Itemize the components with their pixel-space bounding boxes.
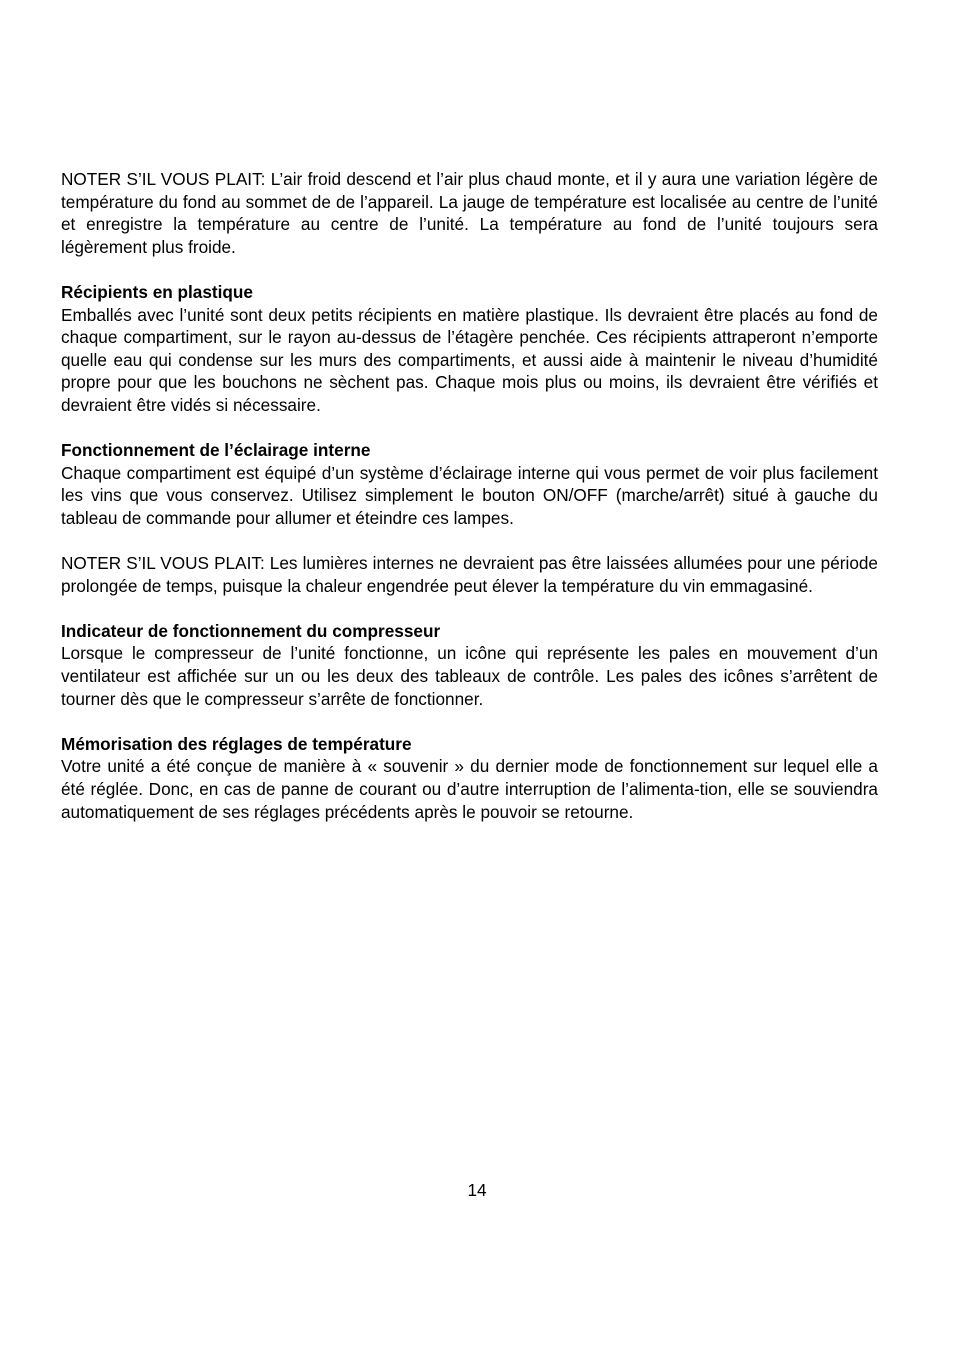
- section-internal-lighting: [61, 439, 878, 529]
- section-title: Indicateur de fonctionnement du compresseur: [61, 620, 441, 641]
- section-body: Chaque compartiment est équipé d’un système d’éclairage interne qui vous permet de voir plus facilement les vins que vous conservez. Utilisez simplement le bouton ON/OFF (marche/arrêt) situé à gauche du tableau de commande pour allumer et éteindre ces lampes.: [61, 462, 878, 528]
- page-number: 14: [467, 1180, 487, 1200]
- section-temperature-memory: [61, 733, 878, 823]
- section-title: Récipients en plastique: [61, 281, 253, 302]
- lights-note: NOTER S’IL VOUS PLAIT: Les lumières internes ne devraient pas être laissées allumées pour une période prolongée de temps, puisque la chaleur engendrée peut élever la température du vin emmagasiné.: [61, 553, 878, 596]
- intro-note: NOTER S’IL VOUS PLAIT: L’air froid descend et l’air plus chaud monte, et il y aura une variation légère de température du fond au sommet de de l’appareil. La jauge de température est localisée au centre de l’unité et enregistre la température au centre de l’unité. La température au fond de l’unité toujours sera légèrement plus froide.: [61, 169, 878, 257]
- section-compressor-indicator: [61, 620, 878, 710]
- section-body: Lorsque le compresseur de l’unité fonctionne, un icône qui représente les pales en mouvement d’un ventilateur est affichée sur un ou les deux des tableaux de contrôle. Les pales des icônes s’arrêtent de tourner dès que le compresseur s’arrête de fonctionner.: [61, 643, 878, 709]
- document-page: [61, 168, 878, 846]
- section-title: Mémorisation des réglages de température: [61, 733, 412, 754]
- section-plastic-containers: [61, 281, 878, 417]
- section-body: Votre unité a été conçue de manière à « souvenir » du dernier mode de fonctionnement sur lequel elle a été réglée. Donc, en cas de panne de courant ou d’autre interruption de l’alimenta-tion, elle se souviendra automatiquement de ses réglages précédents après le pouvoir se retourne.: [61, 756, 878, 822]
- section-body: Emballés avec l’unité sont deux petits récipients en matière plastique. Ils devraient être placés au fond de chaque compartiment, sur le rayon au-dessus de l’étagère penchée. Ces récipients attraperont n’emporte quelle eau qui condense sur les murs des compartiments, et aussi aide à maintenir le niveau d’humidité propre pour que les bouchons ne sèchent pas. Chaque mois plus ou moins, ils devraient être vérifiés et devraient être vidés si nécessaire.: [61, 304, 878, 415]
- section-title: Fonctionnement de l’éclairage interne: [61, 440, 371, 461]
